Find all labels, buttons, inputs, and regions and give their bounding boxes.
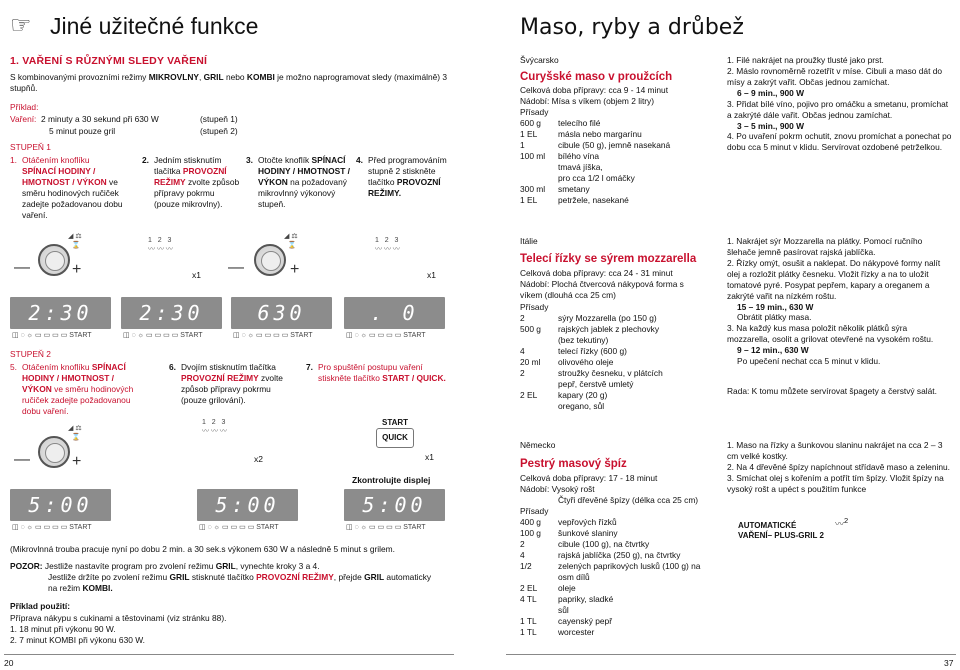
plus-icon: + (290, 261, 300, 278)
ingredient-row: 1 TL cayenský pepř (520, 616, 612, 626)
power-level-icons: ◢ ⚖ ⌛ (68, 233, 82, 250)
page-number-left: 20 (4, 658, 14, 668)
ingredient-row: 500 g rajských jablek z plechovky (520, 324, 660, 334)
recipe-dishware: Nádobí: Mísa s víkem (objem 2 litry) (520, 96, 655, 106)
ingredient-row: 4 rajská jablíčka (250 g), na čtvrtky (520, 550, 681, 560)
minus-icon: — (14, 259, 30, 276)
recipe-time: Celková doba přípravy: cca 9 - 14 minut (520, 85, 669, 95)
step-7: 7. Pro spuštění postupu vaření stiskněte tlačítko START / QUICK. (306, 362, 446, 383)
ingredients-label: Přísady (520, 107, 549, 117)
ingredient-row: oregano, sůl (558, 401, 605, 411)
power-level-icons: ◢ ⚖ ⌛ (284, 233, 298, 250)
recipe-country: Itálie (520, 236, 538, 246)
display-icon-row: ◫ ◌ ☼ ▭ ▭ ▭ ▭ START (12, 524, 92, 531)
ingredient-row: 1 TL worcester (520, 627, 595, 637)
display-icon-row: ◫ ◌ ☼ ▭ ▭ ▭ ▭ START (12, 332, 92, 339)
hand-icon: ☞ (10, 12, 32, 39)
display-icon-row: ◫ ◌ ☼ ▭ ▭ ▭ ▭ START (199, 524, 279, 531)
ingredient-row: sůl (558, 605, 569, 615)
recipe-tip: Rada: K tomu můžete servírovat špagety a čerstvý salát. (727, 386, 937, 396)
step-1: 1. Otáčením knoflíku SPÍNACÍ HODINY / HMOTNOST / VÝKON ve směru hodinových ručiček zadejte požadovanou dobu vaření. (10, 155, 123, 220)
display-screen: 5:00 (344, 489, 445, 521)
caution-block: POZOR: Jestliže nastavíte program pro zvolení režimu GRIL, vynechte kroky 3 a 4. Jestliže držíte po zvolení režimu GRIL stisknuté tlačítko PROVOZNÍ REŽIMY, přejde GRIL automaticky na režim KOMBI. (10, 561, 432, 593)
ingredient-row: 100 ml bílého vína (520, 151, 599, 161)
press-once-label: x1 (427, 270, 436, 280)
ingredient-row: pro cca 1/2 l omáčky (558, 173, 635, 183)
ingredient-list (520, 517, 720, 638)
press-once-label: x1 (425, 452, 434, 462)
ingredient-row: 300 ml smetany (520, 184, 590, 194)
display-icon-row: ◫ ◌ ☼ ▭ ▭ ▭ ▭ START (123, 332, 203, 339)
example-line-2: 5 minut pouze gril (49, 126, 116, 136)
ingredient-row: pepř, čerstvě umletý (558, 379, 634, 389)
display-screen: 2:30 (10, 297, 111, 329)
process-note: (Mikrovlnná trouba pracuje nyní po dobu 2 min. a 30 sek.s výkonem 630 W a následně 5 minut s grilem. (10, 544, 395, 554)
ingredient-list (520, 313, 710, 412)
display-screen: 5:00 (10, 489, 111, 521)
ingredients-label: Přísady (520, 506, 549, 516)
display-screen: 630 (231, 297, 332, 329)
ingredient-row: 2 EL oleje (520, 583, 576, 593)
plus-icon: + (72, 453, 82, 470)
page-title: Jiné užitečné funkce (50, 13, 259, 39)
display-screen: 5:00 (197, 489, 298, 521)
ingredient-row: tmavá jíška, (558, 162, 603, 172)
ingredient-row: 1/2 zelených paprikových lusků (100 g) na (520, 561, 701, 571)
ingredient-row: 600 g telecího filé (520, 118, 601, 128)
ingredient-row: 2 sýry Mozzarella (po 150 g) (520, 313, 657, 323)
recipe-dishware: Nádobí: Vysoký rošt (520, 484, 595, 494)
stage-2-label: STUPEŇ 2 (10, 349, 51, 359)
start-quick-button[interactable]: QUICK (376, 428, 414, 448)
ingredient-row: 1 EL másla nebo margarínu (520, 129, 642, 139)
display-screen: 2:30 (121, 297, 222, 329)
example-stage-2: (stupeň 2) (200, 126, 238, 136)
start-label: START (382, 418, 409, 427)
step-2: 2. Jedním stisknutím tlačítka PROVOZNÍ REŽIMY zvolte způsob přípravy pokrmu (pouze mikrovlny). (142, 155, 240, 209)
page-title-right: Maso, ryby a drůbež (520, 15, 744, 40)
auto-cook-label: AUTOMATICKÉ VAŘENÍ– PLUS-GRIL 2 (738, 521, 824, 541)
ingredients-label: Přísady (520, 302, 549, 312)
ingredient-row: 20 ml olivového oleje (520, 357, 614, 367)
ingredient-row: 2 EL kapary (20 g) (520, 390, 608, 400)
page-number-right: 37 (944, 658, 954, 668)
grill-icon: 〰$^2$ (835, 516, 849, 529)
display-screen: . 0 (344, 297, 445, 329)
press-once-label: x1 (192, 270, 201, 280)
mode-numbers: 1 2 3 〰 〰 〰 (375, 237, 400, 254)
mode-numbers: 1 2 3 〰 〰 〰 (202, 419, 227, 436)
stage-1-label: STUPEŇ 1 (10, 142, 51, 152)
step-3: 3. Otočte knoflík SPÍNACÍ HODINY / HMOTNOST / VÝKON na požadovaný mikrovlnný výkonový stupeň. (246, 155, 350, 209)
section-heading: 1. VAŘENÍ S RŮZNÝMI SLEDY VAŘENÍ (10, 55, 208, 67)
step-5: 5. Otáčením knoflíku SPÍNACÍ HODINY / HMOTNOST / VÝKON ve směru hodinových ručiček zadejte požadovanou dobu vaření. (10, 362, 134, 416)
example-label: Příklad: (10, 102, 39, 112)
recipe-title: Telecí řízky se sýrem mozzarella (520, 253, 697, 265)
plus-icon: + (72, 261, 82, 278)
usage-text: Příprava nákypu s cukinami a těstovinami (viz stránku 88). (10, 613, 227, 623)
ingredient-row: 2 cibule (100 g), na čtvrtky (520, 539, 650, 549)
intro-text: S kombinovanými provozními režimy MIKROVLNY, GRIL nebo KOMBI je možno naprogramovat sledy (maximálně) 3 stupňů. (10, 72, 448, 93)
usage-step-2: 2. 7 minut KOMBI při výkonu 630 W. (10, 635, 145, 645)
left-page-rule (4, 654, 454, 655)
ingredient-row: 4 telecí řízky (600 g) (520, 346, 627, 356)
time-weight-power-dial[interactable] (38, 436, 70, 468)
power-level-icons: ◢ ⚖ ⌛ (68, 425, 82, 442)
minus-icon: — (14, 451, 30, 468)
right-page-rule (506, 654, 956, 655)
ingredient-row: 4 TL papriky, sladké (520, 594, 614, 604)
ingredient-row: 1 EL petržele, nasekané (520, 195, 629, 205)
minus-icon: — (228, 259, 244, 276)
ingredient-row: (bez tekutiny) (558, 335, 609, 345)
example-stage-1: (stupeň 1) (200, 114, 238, 124)
example-line-1: Vaření: 2 minuty a 30 sekund při 630 W (10, 114, 159, 124)
recipe-country: Švýcarsko (520, 55, 559, 65)
check-display-label: Zkontrolujte displej (352, 475, 431, 485)
recipe-title: Pestrý masový špíz (520, 458, 627, 470)
recipe-steps: 1. Filé nakrájet na proužky tlusté jako prst. 2. Máslo rovnoměrně rozetřít v míse. Cibuli a maso dát do mísy a zakrýt vařit. Občas jednou zamíchat. 6 – 9 min., 900 W 3. Přidat bílé víno, pojivo pro omáčku a smetanu, promíchat a zakrýté dále vařit. Občas jednou zamíchat. 3 – 5 min., 900 W 4. Po uvaření pokrm ochutit, znovu promíchat a ponechat po dobu cca 5 minut v klidu. Servírovat ozdobené petrželkou. (727, 55, 952, 153)
ingredient-row: 2 stroužky česneku, v plátcích (520, 368, 663, 378)
ingredient-list (520, 118, 710, 206)
time-weight-power-dial[interactable] (38, 244, 70, 276)
time-weight-power-dial[interactable] (254, 244, 286, 276)
usage-label: Příklad použití: (10, 601, 71, 611)
ingredient-row: 1 cibule (50 g), jemně nasekaná (520, 140, 671, 150)
recipe-steps: 1. Nakrájet sýr Mozzarella na plátky. Pomocí ručního šlehače jemně pasírovat rajská jablíčka. 2. Řízky omýt, osušit a naklepat. Do nákypové formy nalít olej a rozložit plátky česneku. Vložit řízky a na to uložit tomatové pyré. Posypat pepřem, kapary a oreganem a zakrýté vařit na nízkém roštu. 15 – 19 min., 630 W Obrátit plátky masa. 3. Na každý kus masa položit několik plátků sýra mozzarella, osolit a grilovat otevřené na vysokém roštu. 9 – 12 min., 630 W Po upečení nechat cca 5 minut v klidu. (727, 236, 941, 367)
step-4: 4. Před programováním stupně 2 stiskněte tlačítko PROVOZNÍ REŽIMY. (356, 155, 447, 198)
recipe-title: Curyšské maso v proužcích (520, 71, 673, 83)
recipe-country: Německo (520, 440, 556, 450)
recipe-time: Celková doba přípravy: 17 - 18 minut (520, 473, 658, 483)
recipe-dishware: Nádobí: Plochá čtvercová nákypová forma s víkem (dlouhá cca 25 cm) (520, 279, 684, 300)
recipe-time: Celková doba přípravy: cca 24 - 31 minut (520, 268, 673, 278)
display-icon-row: ◫ ◌ ☼ ▭ ▭ ▭ ▭ START (346, 524, 426, 531)
display-icon-row: ◫ ◌ ☼ ▭ ▭ ▭ ▭ START (233, 332, 313, 339)
usage-step-1: 1. 18 minut při výkonu 90 W. (10, 624, 116, 634)
mode-numbers: 1 2 3 〰 〰 〰 (148, 237, 173, 254)
recipe-steps: 1. Maso na řízky a šunkovou slaninu nakrájet na cca 2 – 3 cm velké kostky. 2. Na 4 dřevěné špízy napíchnout střídavě maso a zeleninu. 3. Smíchat olej s kořením a potřít tím špízy. Vložit špízy na vysoký rošt a upéct s použitím funkce (727, 440, 951, 494)
step-6: 6. Dvojím stisknutím tlačítka PROVOZNÍ REŽIMY zvolte způsob přípravy pokrmu (pouze grilování). (169, 362, 283, 405)
ingredient-row: 400 g vepřových řízků (520, 517, 617, 527)
display-icon-row: ◫ ◌ ☼ ▭ ▭ ▭ ▭ START (346, 332, 426, 339)
ingredient-row: 100 g šunkové slaniny (520, 528, 618, 538)
press-twice-label: x2 (254, 454, 263, 464)
recipe-extra: Čtyři dřevěné špízy (délka cca 25 cm) (558, 495, 699, 505)
ingredient-row: osm dílů (558, 572, 590, 582)
